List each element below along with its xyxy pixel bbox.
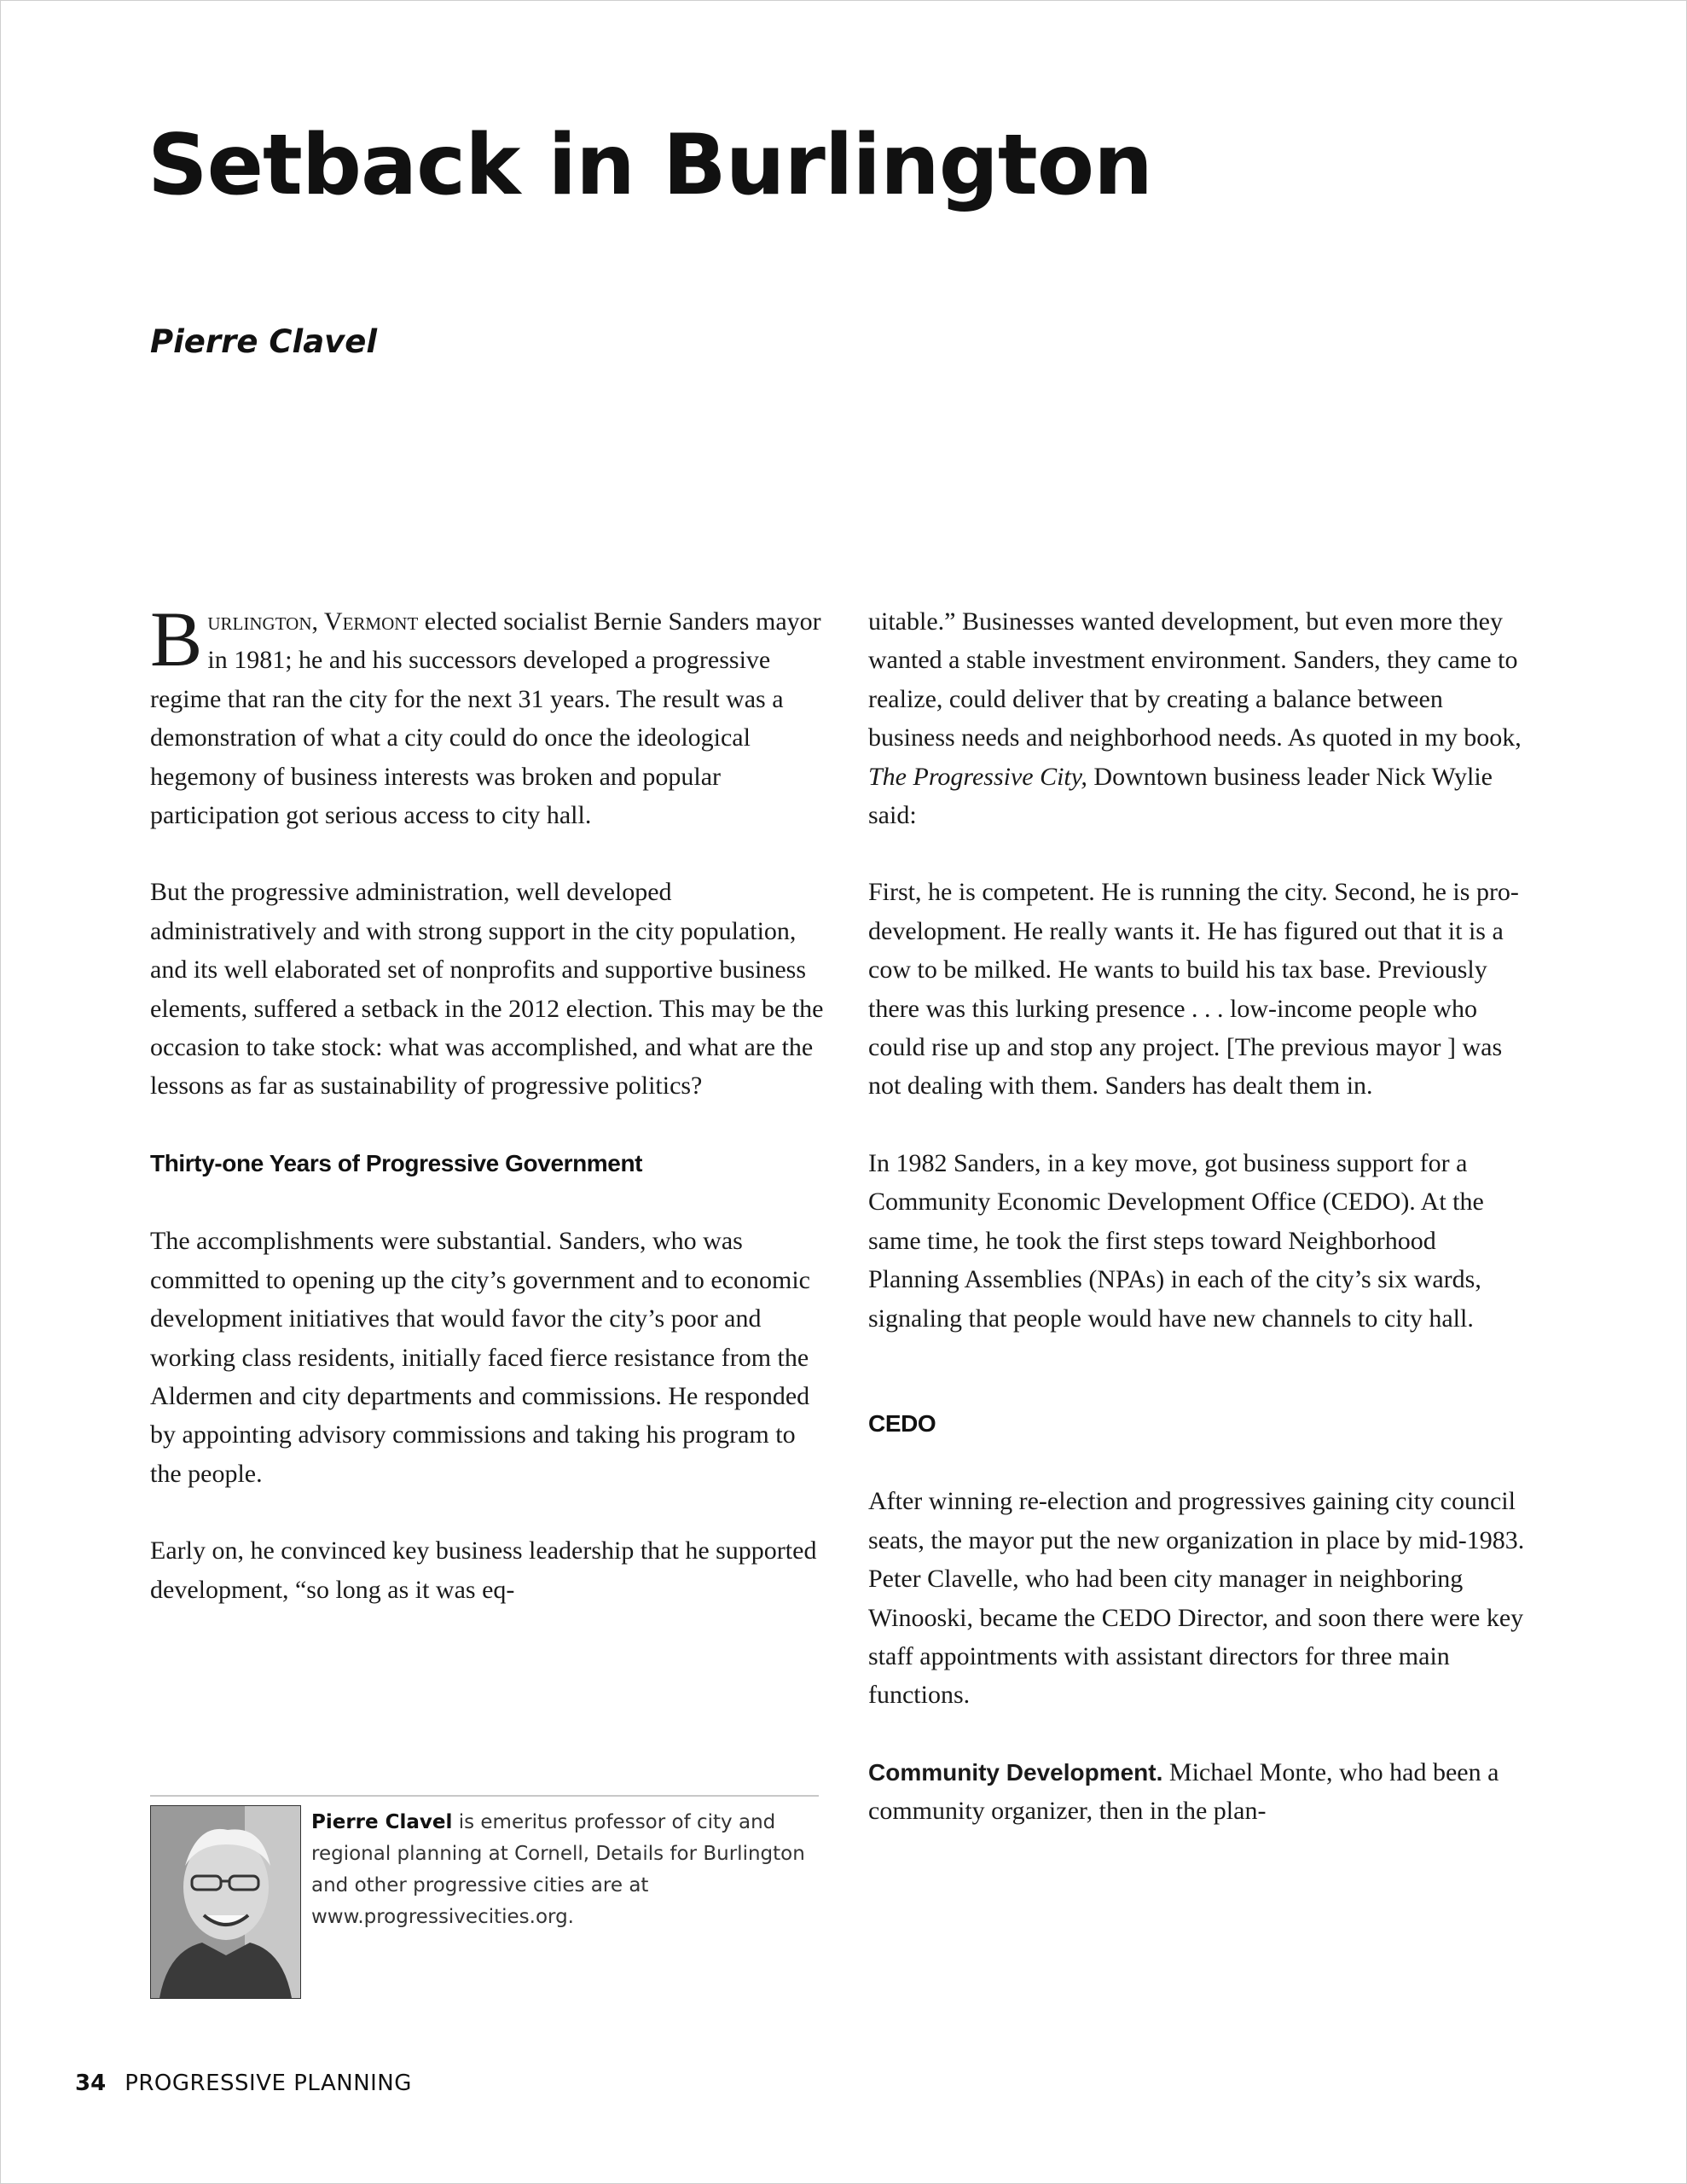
author-bio — [150, 1795, 819, 1928]
page-number: 34 — [75, 2071, 107, 2096]
body-text: Michael Monte, who had been a community organizer, then in the plan- — [868, 1757, 1499, 1826]
publication-name: PROGRESSIVE PLANNING — [125, 2071, 412, 2096]
body-paragraph: After winning re-election and progressives gaining city council seats, the mayor put the new organization in place by mid-1983. Peter Clavelle, who had been city manager in neighboring Winooski, became the CEDO Director, and soon there were key staff appointments with assistant directors for three main functions. — [868, 1487, 1525, 1710]
body-text: uitable.” Businesses wanted development, but even more they wanted a stable investment environment. Sanders, they came to realize, could deliver that by creating a balance between business needs and neighborhood needs. As quoted in my book, — [868, 607, 1522, 752]
block-quote: First, he is competent. He is running the city. Second, he is pro-development. He really wants it. He has figured out that it is a cow to be milked. He wants to build his tax base. Previously there was this lurking presence . . . low-income people who could rise up and stop any project. [The previous mayor ] was not dealing with them. Sanders has dealt them in. — [868, 878, 1519, 1101]
section-heading: Thirty-one Years of Progressive Government — [150, 1149, 643, 1176]
author-photo — [150, 1805, 301, 1999]
bio-name: Pierre Clavel — [311, 1811, 453, 1833]
body-text: Downtown business leader Nick Wylie said: — [868, 762, 1493, 830]
intro-smallcaps: urlington, Vermont — [207, 607, 419, 636]
body-paragraph: But the progressive administration, well developed administratively and with strong support in the city population, and its well elaborated set of nonprofits and supportive business elements, suffered a setback in the 2012 election. This may be the occasion to take stock: what was accomplished, and what are the lessons as far as sustainability of progressive politics? — [150, 878, 824, 1101]
page-footer — [75, 2071, 412, 2096]
left-column — [150, 595, 832, 1647]
intro-text: elected socialist Bernie Sanders mayor in 1981; he and his successors developed a progressive regime that ran the city for the next 31 years. The result was a demonstration of what a city could do once the ideological hegemony of business interests was broken and popular participation got serious access to city hall. — [150, 607, 821, 830]
drop-cap: B — [150, 595, 203, 682]
run-in-heading: Community Development. — [868, 1758, 1163, 1786]
body-paragraph: Early on, he convinced key business leadership that he supported development, “so long as it was eq- — [150, 1536, 817, 1604]
section-heading: CEDO — [868, 1409, 936, 1437]
article-author: Pierre Clavel — [150, 323, 378, 360]
book-title: The Progressive City, — [868, 762, 1087, 791]
body-paragraph — [868, 1753, 1525, 1831]
article-title: Setback in Burlington — [148, 117, 1152, 214]
body-paragraph: In 1982 Sanders, in a key move, got business support for a Community Economic Development Office (CEDO). At the same time, he took the first steps toward Neighborhood Planning Assemblies (NPAs) in each of the city’s six wards, signaling that people would have new channels to city hall. — [868, 1148, 1484, 1333]
bio-text — [311, 1807, 819, 1933]
author-portrait-icon — [151, 1806, 300, 1998]
right-column — [868, 602, 1525, 1869]
body-paragraph — [868, 602, 1525, 834]
body-paragraph: The accomplishments were substantial. Sanders, who was committed to opening up the city’s government and to economic development initiatives that would favor the city’s poor and working class residents, initially faced fierce resistance from the Aldermen and city departments and commissions. He responded by appointing advisory commissions and taking his program to the people. — [150, 1227, 810, 1488]
bio-description: is emeritus professor of city and regional planning at Cornell, Details for Burlington and other progressive cities are at www.progressivecities.org. — [311, 1811, 805, 1928]
intro-paragraph — [150, 595, 832, 834]
